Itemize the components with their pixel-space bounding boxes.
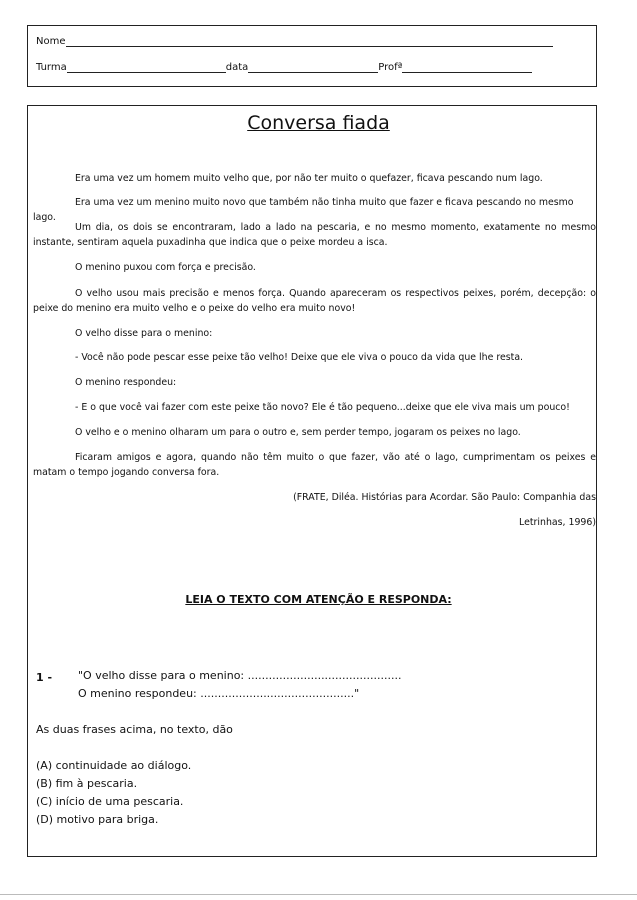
story-text [33, 171, 596, 186]
option-a[interactable]: (A) continuidade ao diálogo. [36, 759, 192, 772]
class-line [36, 62, 532, 73]
story-block-5 [33, 286, 596, 316]
citation-line-1: (FRATE, Diléa. Histórias para Acordar. São Paulo: Companhia das [293, 492, 596, 503]
question-quote-line-2: O menino respondeu: ............................................" [78, 687, 360, 700]
teacher-label: Profª [378, 62, 403, 73]
paragraph-6: O velho disse para o menino: [75, 328, 213, 339]
story-block-8 [33, 375, 596, 390]
paragraph-3: Um dia, os dois se encontraram, lado a lado na pescaria, e no mesmo momento, exatamente no mesmo instante, sentiram aquela puxadinha que indica que o peixe mordeu a isca. [33, 222, 596, 248]
option-c[interactable]: (C) início de uma pescaria. [36, 795, 184, 808]
date-field[interactable] [248, 62, 378, 73]
citation-block [33, 490, 596, 505]
name-line [36, 36, 553, 47]
option-d[interactable]: (D) motivo para briga. [36, 813, 159, 826]
paragraph-4: O menino puxou com força e precisão. [75, 262, 256, 273]
name-label: Nome [36, 36, 66, 47]
story-block-3 [33, 220, 596, 250]
question-number: 1 - [36, 671, 53, 684]
name-field[interactable] [66, 36, 553, 47]
citation-block-2 [33, 515, 596, 530]
paragraph-2: Era uma vez um menino muito novo que também não tinha muito que fazer e ficava pescando no mesmo lago. [33, 197, 574, 223]
paragraph-9: - E o que você vai fazer com este peixe tão novo? Ele é tão pequeno...deixe que ele viva mais um pouco! [75, 402, 570, 413]
story-block-11 [33, 450, 596, 480]
paragraph-5: O velho usou mais precisão e menos força. Quando apareceram os respectivos peixes, porém, decepção: o peixe do menino era muito velho e o peixe do velho era muito novo! [33, 288, 596, 314]
option-b[interactable]: (B) fim à pescaria. [36, 777, 138, 790]
class-field[interactable] [67, 62, 226, 73]
citation-line-2: Letrinhas, 1996) [519, 517, 596, 528]
paragraph-10: O velho e o menino olharam um para o outro e, sem perder tempo, jogaram os peixes no lago. [75, 427, 521, 438]
paragraph-7: - Você não pode pescar esse peixe tão velho! Deixe que ele viva o pouco da vida que lhe resta. [75, 352, 524, 363]
story-block-7 [33, 350, 596, 365]
paragraph-8: O menino respondeu: [75, 377, 177, 388]
story-block-9 [33, 400, 596, 415]
question-quote-line-1: "O velho disse para o menino: ............................................ [78, 669, 402, 682]
instruction-heading: LEIA O TEXTO COM ATENÇÃO E RESPONDA: [185, 593, 452, 606]
story-block-4 [33, 260, 596, 275]
story-block-6 [33, 326, 596, 341]
student-info-box [27, 25, 597, 87]
class-label: Turma [36, 62, 67, 73]
paragraph-11: Ficaram amigos e agora, quando não têm muito o que fazer, vão até o lago, cumprimentam os peixes e matam o tempo jogando conversa fora. [33, 452, 596, 478]
teacher-field[interactable] [402, 62, 532, 73]
date-label: data [225, 62, 249, 73]
story-block-10 [33, 425, 596, 440]
paragraph-1: Era uma vez um homem muito velho que, por não ter muito o quefazer, ficava pescando num lago. [75, 173, 543, 184]
question-prompt: As duas frases acima, no texto, dão [36, 723, 233, 736]
page-bottom-edge [0, 894, 637, 895]
page-title: Conversa fiada [247, 112, 390, 134]
